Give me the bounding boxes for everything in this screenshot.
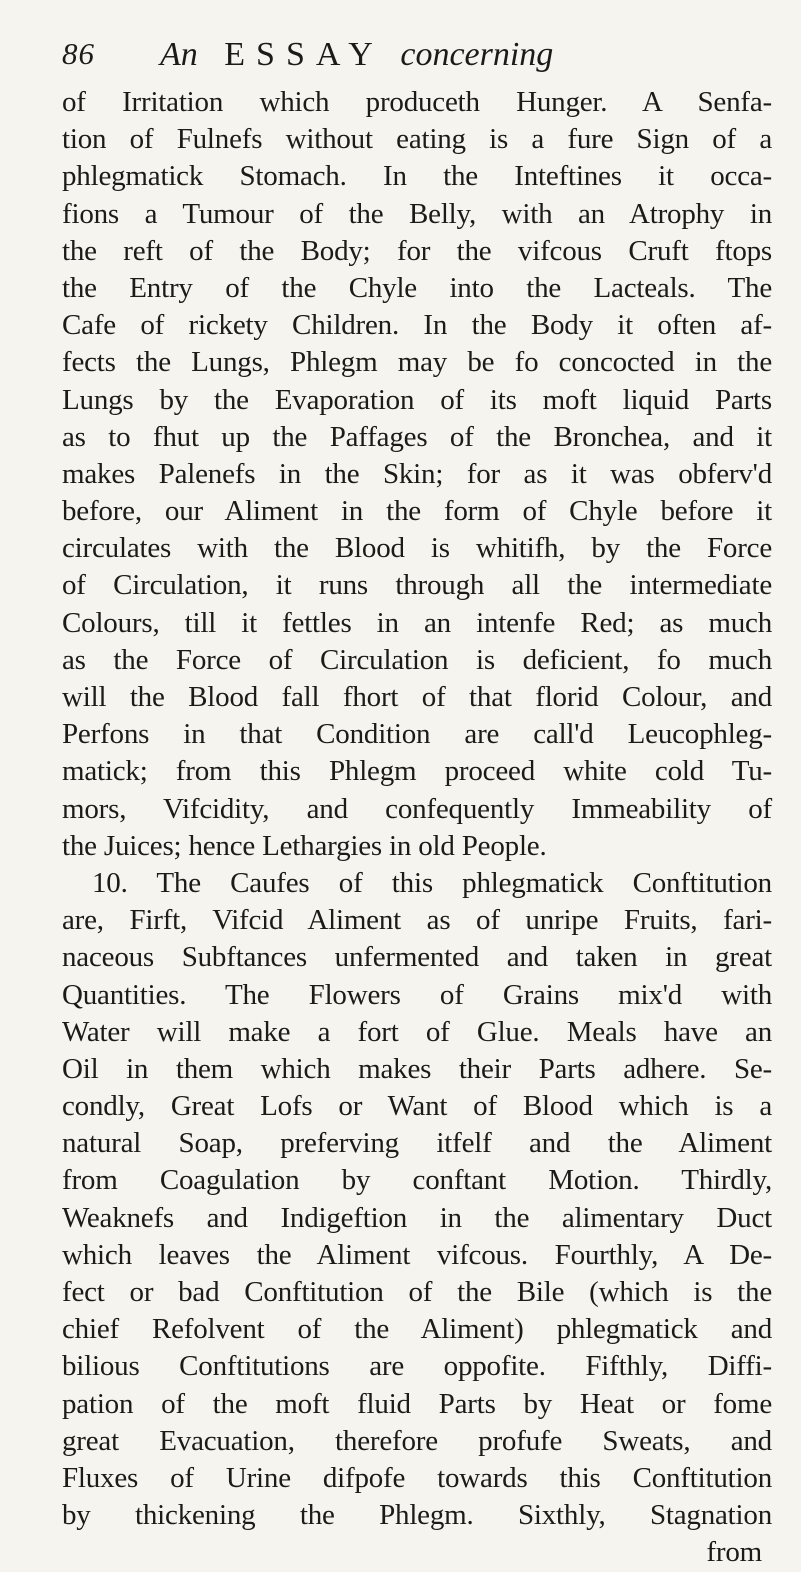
text-line: as to fhut up the Paffages of the Bronchea, and it — [62, 420, 772, 453]
text-line: phlegmatick Stomach. In the Inteftines it occa- — [62, 160, 772, 193]
text-line: Water will make a fort of Glue. Meals have an — [62, 1015, 772, 1048]
page-number: 86 — [62, 36, 95, 71]
body-text — [62, 84, 772, 1572]
text-line: fects the Lungs, Phlegm may be fo concocted in the — [62, 346, 772, 379]
text-line: circulates with the Blood is whitifh, by the Force — [62, 532, 772, 565]
text-line: Oil in them which makes their Parts adhere. Se- — [62, 1052, 772, 1085]
text-line: pation of the moft fluid Parts by Heat or fome — [62, 1387, 772, 1420]
running-head-an: An — [160, 36, 198, 73]
text-line: as the Force of Circulation is deficient, fo much — [62, 643, 772, 676]
running-head — [160, 36, 553, 74]
text-line: by thickening the Phlegm. Sixthly, Stagnation — [62, 1499, 772, 1532]
text-line: Perfons in that Condition are call'd Leucophleg- — [62, 718, 772, 751]
text-line: Fluxes of Urine difpofe towards this Conftitution — [62, 1461, 772, 1494]
text-line: which leaves the Aliment vifcous. Fourthly, A De- — [62, 1238, 772, 1271]
text-line: Quantities. The Flowers of Grains mix'd with — [62, 978, 772, 1011]
text-line: the reft of the Body; for the vifcous Cruft ftops — [62, 234, 772, 267]
text-line: will the Blood fall fhort of that florid Colour, and — [62, 681, 772, 713]
text-line: 10. The Caufes of this phlegmatick Conftitution — [92, 866, 772, 899]
running-head-concerning: concerning — [400, 36, 554, 73]
text-line: before, our Aliment in the form of Chyle before it — [62, 495, 772, 528]
text-line: fions a Tumour of the Belly, with an Atrophy in — [62, 197, 772, 230]
text-line: of Circulation, it runs through all the intermediate — [62, 569, 772, 602]
text-line: from Coagulation by conftant Motion. Thirdly, — [62, 1164, 772, 1197]
text-line: Cafe of rickety Children. In the Body it often af- — [62, 309, 772, 342]
text-line: mors, Vifcidity, and confequently Immeability of — [62, 792, 772, 825]
text-line: Colours, till it fettles in an intenfe Red; as much — [62, 606, 772, 639]
running-head-essay: ESSAY — [224, 36, 384, 73]
text-line: natural Soap, preferving itfelf and the Aliment — [62, 1127, 772, 1160]
text-line: fect or bad Conftitution of the Bile (which is the — [62, 1276, 772, 1308]
text-line: bilious Conftitutions are oppofite. Fifthly, Diffi- — [62, 1350, 772, 1383]
text-line: naceous Subftances unfermented and taken in great — [62, 941, 772, 974]
text-line: chief Refolvent of the Aliment) phlegmatick and — [62, 1313, 772, 1346]
text-line: of Irritation which produceth Hunger. A Senfa- — [62, 86, 772, 118]
text-line: great Evacuation, therefore profufe Sweats, and — [62, 1424, 772, 1457]
text-line: Weaknefs and Indigeftion in the alimentary Duct — [62, 1201, 772, 1234]
text-line: tion of Fulnefs without eating is a fure Sign of a — [62, 123, 772, 156]
text-line: makes Palenefs in the Skin; for as it was obferv'd — [62, 457, 772, 490]
text-line: the Juices; hence Lethargies in old People. — [62, 829, 547, 862]
text-line: matick; from this Phlegm proceed white cold Tu- — [62, 755, 772, 788]
text-line: condly, Great Lofs or Want of Blood which is a — [62, 1090, 772, 1123]
catchword: from — [706, 1536, 762, 1569]
text-line: Lungs by the Evaporation of its moft liquid Parts — [62, 383, 772, 416]
page-header — [62, 36, 762, 86]
text-line: the Entry of the Chyle into the Lacteals. The — [62, 271, 772, 304]
text-line: are, Firft, Vifcid Aliment as of unripe Fruits, fari- — [62, 904, 772, 937]
